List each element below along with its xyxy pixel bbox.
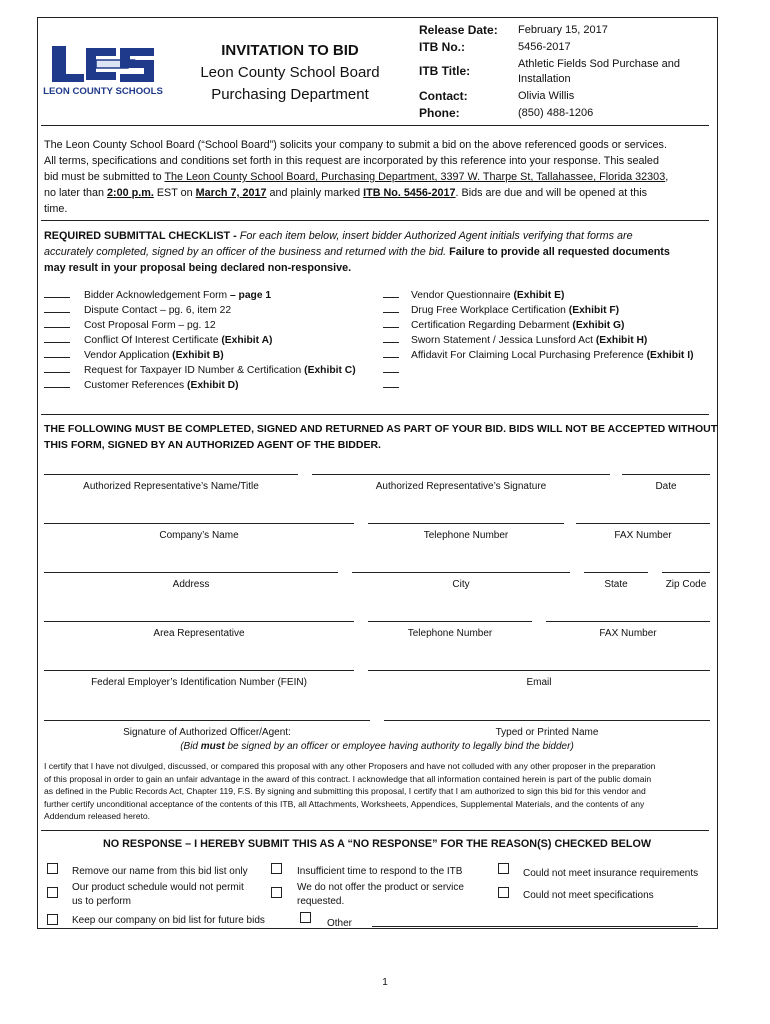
phone-label: Phone: [419,106,460,120]
phone-value: (850) 488-1206 [518,107,594,119]
opt-product-schedule-label: Our product schedule would not permit us to perform [72,882,244,907]
checklist-item[interactable]: Sworn Statement / Jessica Lunsford Act (Exhibit H) [383,333,713,348]
itb-title-value-1: Athletic Fields Sod Purchase and [518,58,681,70]
opt-no-product-label: We do not offer the product or service requested. [297,882,464,907]
fein-line[interactable] [44,670,354,671]
checklist-item[interactable]: Dispute Contact – pg. 6, item 22 [44,303,384,318]
opt-insufficient-time-checkbox[interactable] [271,863,282,874]
rep-signature-line[interactable] [312,474,610,475]
email-line[interactable] [368,670,710,671]
checklist-right [383,288,713,393]
opt-remove-name-label: Remove our name from this bid list only [72,866,248,877]
page-title: INVITATION TO BID [221,42,359,59]
no-response-heading: NO RESPONSE – I HEREBY SUBMIT THIS AS A “NO RESPONSE” FOR THE REASON(S) CHECKED BELOW [102,838,652,850]
address-line[interactable] [44,572,338,573]
itb-no-value: 5456-2017 [518,41,571,53]
checklist-item[interactable]: Bidder Acknowledgement Form – page 1 [44,288,384,303]
divider [41,830,709,831]
zip-label: Zip Code [665,579,707,590]
rep-name-label: Authorized Representative’s Name/Title [83,481,259,492]
opt-keep-company-checkbox[interactable] [47,914,58,925]
contact-value: Olivia Willis [518,90,575,102]
checklist-item[interactable]: Vendor Application (Exhibit B) [44,348,384,363]
intro-line-3: bid must be submitted to The Leon County School Board, Purchasing Department, 3397 W. Tharpe St, Tallahassee, Florida 32303, [44,171,669,183]
signature-note: (Bid must be signed by an officer or employee having authority to legally bind the bidder) [180,741,574,752]
divider [41,220,709,221]
typed-name-line[interactable] [384,720,710,721]
checklist-item[interactable]: Vendor Questionnaire (Exhibit E) [383,288,713,303]
opt-insufficient-time-label: Insufficient time to respond to the ITB [297,866,463,877]
area-rep-line[interactable] [44,621,354,622]
city-line[interactable] [352,572,570,573]
checklist-item[interactable]: Customer References (Exhibit D) [44,378,384,393]
opt-insurance-checkbox[interactable] [498,863,509,874]
release-date-label: Release Date: [419,23,498,37]
opt-no-product-checkbox[interactable] [271,887,282,898]
opt-product-schedule-checkbox[interactable] [47,887,58,898]
checklist-item[interactable]: Cost Proposal Form – pg. 12 [44,318,384,333]
state-line[interactable] [584,572,648,573]
opt-other-label: Other [327,918,353,929]
divider [41,125,709,126]
fax-line[interactable] [576,523,710,524]
intro-line-5: time. [44,203,68,215]
itb-title-label: ITB Title: [419,64,471,78]
typed-name-label: Typed or Printed Name [495,727,599,738]
opt-other-checkbox[interactable] [300,912,311,923]
checklist-header: REQUIRED SUBMITTAL CHECKLIST - For each item below, insert bidder Authorized Agent initials verifying that forms are accurately completed, signed by an officer of the business and returned with the bid. Failure to provide all requested documents may result in your proposal being declared non-responsive. [44,230,670,274]
fax-label: FAX Number [614,530,672,541]
itb-no-label: ITB No.: [419,40,465,54]
officer-signature-label: Signature of Authorized Officer/Agent: [123,727,291,738]
zip-line[interactable] [662,572,710,573]
lcs-logo-icon [43,44,163,98]
checklist-item[interactable]: Certification Regarding Debarment (Exhibit G) [383,318,713,333]
page-number: 1 [382,977,388,988]
other-reason-line[interactable] [372,926,698,927]
org-line-1: Leon County School Board [200,64,380,81]
date-label: Date [655,481,677,492]
opt-specifications-checkbox[interactable] [498,887,509,898]
city-label: City [452,579,470,590]
address-label: Address [172,579,210,590]
fax2-label: FAX Number [599,628,657,639]
company-label: Company’s Name [159,530,239,541]
opt-remove-name-checkbox[interactable] [47,863,58,874]
checklist-item[interactable]: Drug Free Workplace Certification (Exhibit F) [383,303,713,318]
officer-signature-line[interactable] [44,720,370,721]
date-line[interactable] [622,474,710,475]
intro-line-2: All terms, specifications and conditions set forth in this request are incorporated by this reference into your response. This sealed [44,155,659,167]
logo-text: LEON COUNTY SCHOOLS [43,86,163,97]
logo [43,44,163,98]
state-label: State [604,579,628,590]
checklist-item[interactable]: Affidavit For Claiming Local Purchasing Preference (Exhibit I) [383,348,713,363]
intro-line-1: The Leon County School Board (“School Board”) solicits your company to submit a bid on the above referenced goods or services. [44,139,667,151]
rep-signature-label: Authorized Representative’s Signature [375,481,547,492]
intro-paragraph [44,137,716,217]
contact-label: Contact: [419,89,468,103]
checklist-left [44,288,384,393]
fein-label: Federal Employer’s Identification Number (FEIN) [91,677,307,688]
opt-keep-company-label: Keep our company on bid list for future bids [72,915,265,926]
company-line[interactable] [44,523,354,524]
signature-heading: THE FOLLOWING MUST BE COMPLETED, SIGNED AND RETURNED AS PART OF YOUR BID. BIDS WILL NOT BE ACCEPTED WITHOUT THIS FORM, SIGNED BY AN AUTHORIZED AGENT OF THE BIDDER. [44,423,718,451]
org-line-2: Purchasing Department [211,86,369,103]
checklist-item[interactable]: Request for Taxpayer ID Number & Certification (Exhibit C) [44,363,384,378]
telephone2-line[interactable] [368,621,532,622]
checklist-item[interactable] [383,378,713,393]
telephone-label: Telephone Number [423,530,509,541]
telephone2-label: Telephone Number [407,628,493,639]
certification-text: I certify that I have not divulged, discussed, or compared this proposal with any other Proposers and have not colluded with any other proposer in the preparation of this proposal in order to gain an unfair advantage in the award of this contract. I acknowledge that all information contained herein is part of the public domain as defined in the Public Records Act, Chapter 119, F.S. By signing and submitting this proposal, I certify that I am authorized to sign this bid for this vendor and further certify unconditional acceptance of the contents of this ITB, all Attachments, Worksheets, Appendices, Supplemental Materials, and the contents of any Addendum released hereto. [44,761,656,822]
opt-insurance-label: Could not meet insurance requirements [523,868,699,879]
email-label: Email [526,677,552,688]
fax2-line[interactable] [546,621,710,622]
opt-specifications-label: Could not meet specifications [523,890,654,901]
release-date-value: February 15, 2017 [518,24,608,36]
itb-title-value-2: Installation [518,73,571,85]
divider [41,414,709,415]
area-rep-label: Area Representative [153,628,245,639]
rep-name-line[interactable] [44,474,298,475]
intro-line-4: no later than 2:00 p.m. EST on March 7, 2017 and plainly marked ITB No. 5456-2017. Bids are due and will be opened at this [44,187,648,199]
telephone-line[interactable] [368,523,564,524]
checklist-item[interactable] [383,363,713,378]
checklist-item[interactable]: Conflict Of Interest Certificate (Exhibit A) [44,333,384,348]
